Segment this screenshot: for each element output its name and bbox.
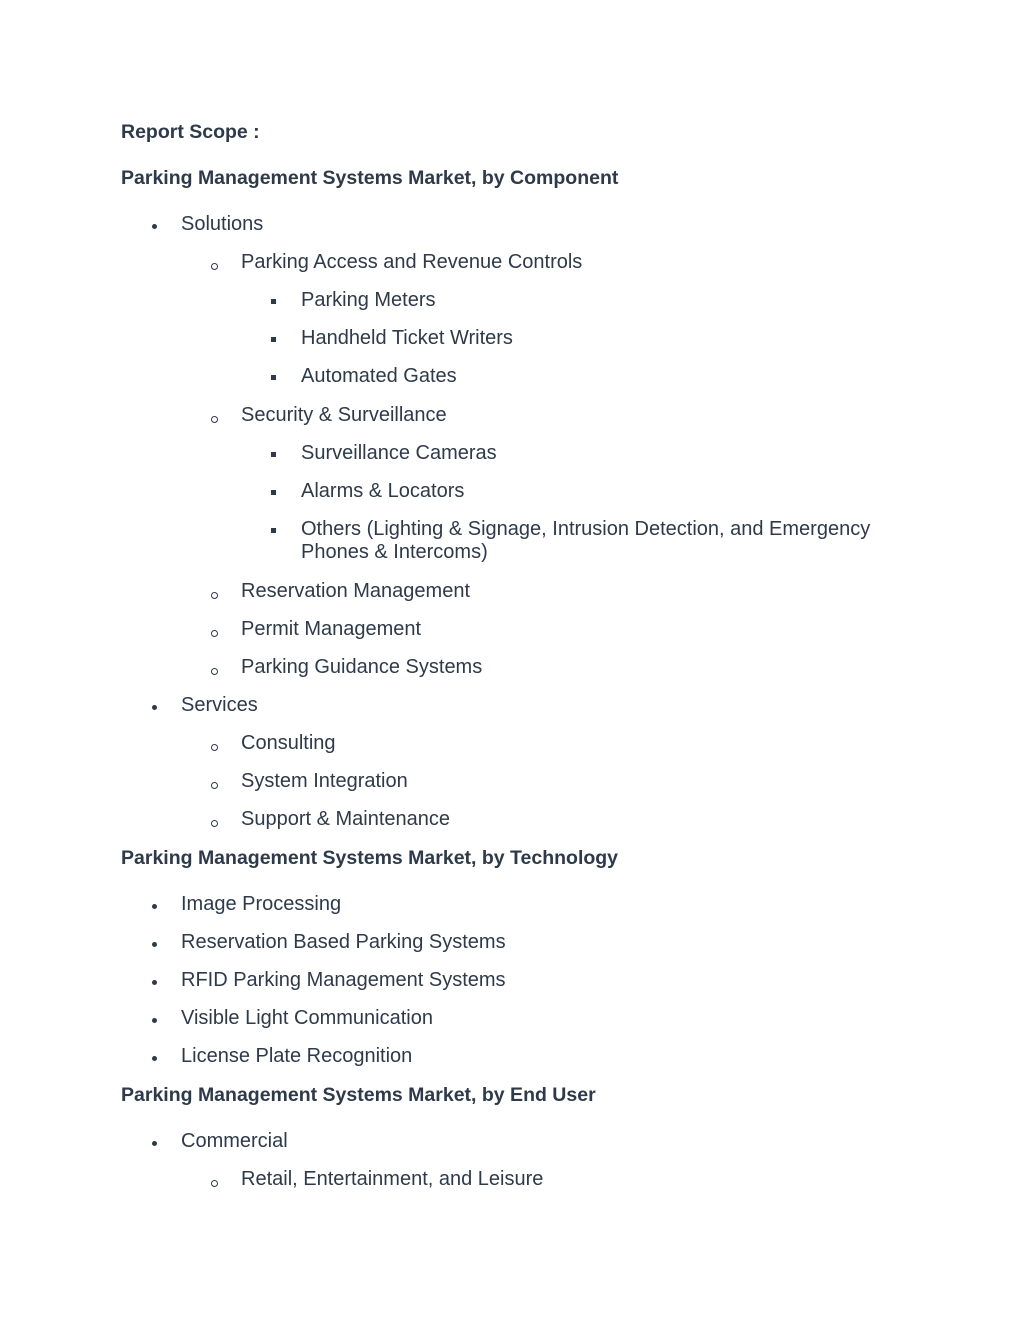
bullet-disc-icon [152, 705, 157, 710]
list-item-retail: Retail, Entertainment, and Leisure [241, 1168, 544, 1190]
list-item-reservation-management: Reservation Management [241, 580, 471, 602]
bullet-circle-icon [211, 1180, 218, 1187]
list-item-technology: License Plate Recognition [181, 1045, 413, 1067]
list-item-consulting: Consulting [241, 732, 336, 754]
list-item-technology: Image Processing [181, 893, 342, 915]
list-item-others-line2: Phones & Intercoms) [301, 541, 488, 563]
bullet-disc-icon [152, 224, 157, 229]
list-item-others-line1: Others (Lighting & Signage, Intrusion Detection, and Emergency [301, 518, 871, 540]
bullet-circle-icon [211, 416, 218, 423]
list-item-support-maintenance: Support & Maintenance [241, 808, 451, 830]
bullet-circle-icon [211, 592, 218, 599]
bullet-square-icon [271, 452, 276, 457]
list-item-alarms-locators: Alarms & Locators [301, 480, 465, 502]
bullet-disc-icon [152, 1018, 157, 1023]
bullet-square-icon [271, 299, 276, 304]
bullet-square-icon [271, 528, 276, 533]
list-item-services: Services [181, 694, 258, 716]
list-item-system-integration: System Integration [241, 770, 408, 792]
bullet-circle-icon [211, 820, 218, 827]
heading-by-end-user: Parking Management Systems Market, by End User [121, 1084, 596, 1106]
bullet-disc-icon [152, 942, 157, 947]
list-item-surveillance-cameras: Surveillance Cameras [301, 442, 497, 464]
heading-report-scope: Report Scope : [121, 121, 260, 143]
list-item-technology: Reservation Based Parking Systems [181, 931, 506, 953]
heading-by-technology: Parking Management Systems Market, by Technology [121, 847, 619, 869]
list-item-technology: RFID Parking Management Systems [181, 969, 506, 991]
bullet-square-icon [271, 337, 276, 342]
list-item-technology: Visible Light Communication [181, 1007, 433, 1029]
bullet-circle-icon [211, 668, 218, 675]
list-item-permit-management: Permit Management [241, 618, 422, 640]
heading-by-component: Parking Management Systems Market, by Component [121, 167, 619, 189]
list-item-security-surveillance: Security & Surveillance [241, 404, 447, 426]
list-item-parking-guidance-systems: Parking Guidance Systems [241, 656, 483, 678]
list-item-commercial: Commercial [181, 1130, 288, 1152]
bullet-disc-icon [152, 1056, 157, 1061]
list-item-parc: Parking Access and Revenue Controls [241, 251, 583, 273]
list-item-parking-meters: Parking Meters [301, 289, 436, 311]
bullet-circle-icon [211, 630, 218, 637]
bullet-square-icon [271, 375, 276, 380]
list-item-automated-gates: Automated Gates [301, 365, 457, 387]
bullet-circle-icon [211, 782, 218, 789]
list-item-handheld-ticket-writers: Handheld Ticket Writers [301, 327, 513, 349]
bullet-circle-icon [211, 263, 218, 270]
bullet-disc-icon [152, 1141, 157, 1146]
bullet-disc-icon [152, 980, 157, 985]
bullet-disc-icon [152, 904, 157, 909]
list-item-solutions: Solutions [181, 213, 264, 235]
bullet-square-icon [271, 490, 276, 495]
bullet-circle-icon [211, 744, 218, 751]
